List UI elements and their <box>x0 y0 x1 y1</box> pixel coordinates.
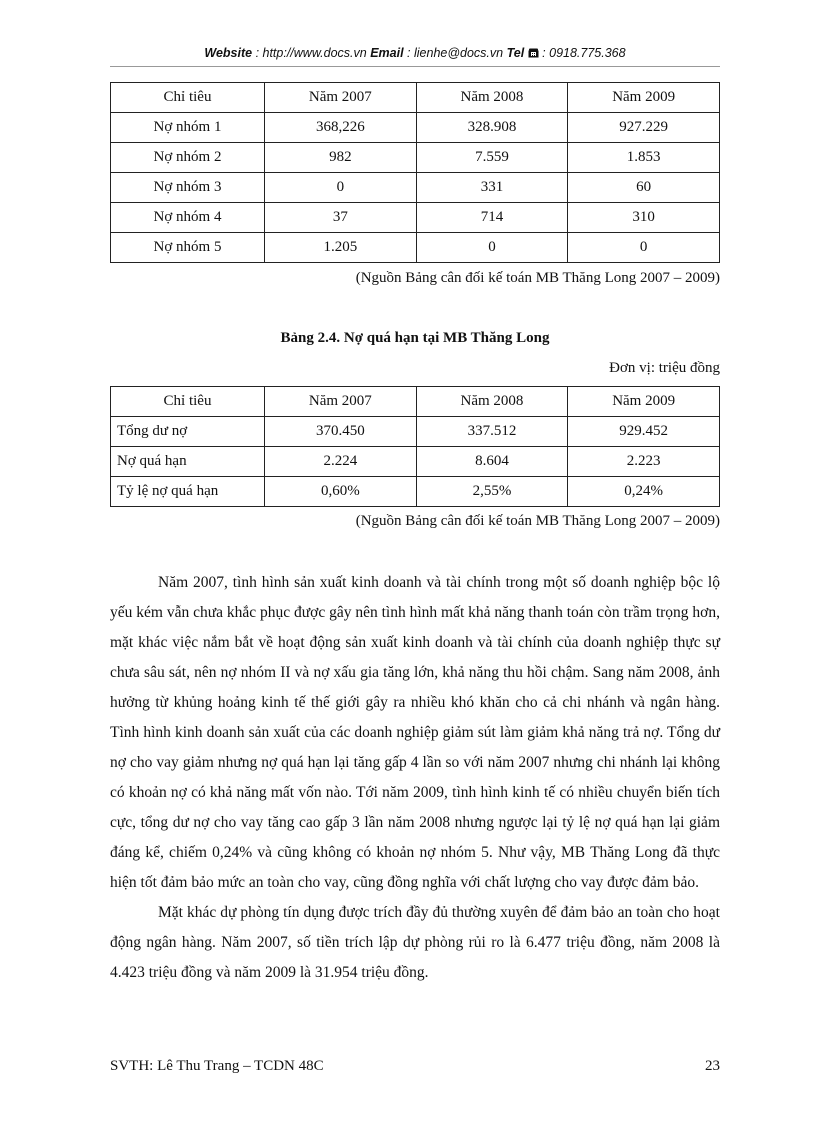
header-cell: Năm 2009 <box>568 387 720 417</box>
table-row <box>111 173 720 203</box>
table-row <box>111 447 720 477</box>
table-cell: 2.224 <box>265 447 417 477</box>
table-cell: 714 <box>416 203 568 233</box>
website-url[interactable]: : http://www.docs.vn <box>252 46 371 60</box>
table-row <box>111 143 720 173</box>
tel-label: Tel <box>506 46 525 60</box>
header-cell: Năm 2007 <box>265 387 417 417</box>
page-header <box>110 46 720 60</box>
table-row <box>111 203 720 233</box>
table1-source-note: (Nguồn Bảng cân đối kế toán MB Thăng Long 2007 – 2009) <box>355 270 720 286</box>
table2-unit: Đơn vị: triệu đồng <box>609 360 720 376</box>
email-address[interactable]: : lienhe@docs.vn <box>403 46 507 60</box>
overdue-debt-table <box>110 386 720 507</box>
header-cell: Năm 2008 <box>416 83 568 113</box>
table-cell: Nợ quá hạn <box>111 447 265 477</box>
table-cell: Nợ nhóm 3 <box>111 173 265 203</box>
table-cell: 929.452 <box>568 417 720 447</box>
table-cell: 1.205 <box>265 233 417 263</box>
header-cell: Chỉ tiêu <box>111 387 265 417</box>
table-cell: 337.512 <box>416 417 568 447</box>
table-cell: Tỷ lệ nợ quá hạn <box>111 477 265 507</box>
phone-number: : 0918.775.368 <box>542 46 626 60</box>
table-cell: 8.604 <box>416 447 568 477</box>
body-text <box>110 568 720 988</box>
table-cell: Nợ nhóm 4 <box>111 203 265 233</box>
table-row <box>111 113 720 143</box>
header-cell: Năm 2009 <box>568 83 720 113</box>
table2-source-note: (Nguồn Bảng cân đối kế toán MB Thăng Long 2007 – 2009) <box>355 513 720 529</box>
table-cell: 331 <box>416 173 568 203</box>
page-number: 23 <box>705 1058 720 1074</box>
table-header-row <box>111 83 720 113</box>
table-cell: 2,55% <box>416 477 568 507</box>
table-row <box>111 233 720 263</box>
table-cell: 60 <box>568 173 720 203</box>
header-cell: Chỉ tiêu <box>111 83 265 113</box>
table-cell: 310 <box>568 203 720 233</box>
table-cell: Tổng dư nợ <box>111 417 265 447</box>
page-footer <box>110 1058 720 1075</box>
paragraph: Mặt khác dự phòng tín dụng được trích đầy đủ thường xuyên để đảm bảo an toàn cho hoạt động ngân hàng. Năm 2007, số tiền trích lập dự phòng rủi ro là 6.477 triệu đồng, năm 2008 là 4.423 triệu đồng và năm 2009 là 31.954 triệu đồng. <box>110 904 720 981</box>
header-cell: Năm 2007 <box>265 83 417 113</box>
table-cell: Nợ nhóm 1 <box>111 113 265 143</box>
table-cell: 927.229 <box>568 113 720 143</box>
table-header-row <box>111 387 720 417</box>
phone-icon <box>528 46 542 60</box>
loan-group-table <box>110 82 720 263</box>
table-cell: 368,226 <box>265 113 417 143</box>
header-cell: Năm 2008 <box>416 387 568 417</box>
table-cell: 7.559 <box>416 143 568 173</box>
table-cell: Nợ nhóm 5 <box>111 233 265 263</box>
table-cell: 0 <box>416 233 568 263</box>
email-label: Email <box>370 46 404 60</box>
table-cell: 1.853 <box>568 143 720 173</box>
table-cell: 328.908 <box>416 113 568 143</box>
header-divider <box>110 66 720 67</box>
table-cell: 370.450 <box>265 417 417 447</box>
table-cell: Nợ nhóm 2 <box>111 143 265 173</box>
paragraph: Năm 2007, tình hình sản xuất kinh doanh và tài chính trong một số doanh nghiệp bộc lộ yếu kém vẫn chưa khắc phục được gây nên tình hình mất khả năng thanh toán còn trầm trọng hơn, mặt khác việc nắm bắt về hoạt động sản xuất kinh doanh và tài chính của doanh nghiệp thực sự chưa sâu sát, nên nợ nhóm II và nợ xấu gia tăng lớn, khả năng thu hồi chậm. Sang năm 2008, ảnh hưởng từ khủng hoảng kinh tế thế giới gây ra nhiều khó khăn cho cả chi nhánh và ngân hàng. Tình hình kinh doanh sản xuất của các doanh nghiệp giảm sút làm giảm khả năng trả nợ. Tổng dư nợ cho vay giảm nhưng nợ quá hạn lại tăng gấp 4 lần so với năm 2007 nhưng chi nhánh lại không có khoản nợ có khả năng mất vốn nào. Tới năm 2009, tình hình kinh tế có nhiều chuyển biến tích cực, tổng dư nợ cho vay tăng cao gấp 3 lần năm 2008 nhưng ngược lại tỷ lệ nợ quá hạn lại giảm đáng kể, chiếm 0,24% và cũng không có khoản nợ nhóm 5. Như vậy, MB Thăng Long đã thực hiện tốt đảm bảo mức an toàn cho vay, cũng đồng nghĩa với chất lượng cho vay được đảm bảo. <box>110 574 720 891</box>
website-label: Website <box>204 46 253 60</box>
table-cell: 0,60% <box>265 477 417 507</box>
table-cell: 0 <box>265 173 417 203</box>
table-cell: 0 <box>568 233 720 263</box>
table-cell: 982 <box>265 143 417 173</box>
table2-caption: Bảng 2.4. Nợ quá hạn tại MB Thăng Long <box>280 330 550 346</box>
table-cell: 2.223 <box>568 447 720 477</box>
footer-author: SVTH: Lê Thu Trang – TCDN 48C <box>110 1058 324 1074</box>
table-cell: 0,24% <box>568 477 720 507</box>
table-cell: 37 <box>265 203 417 233</box>
table-row <box>111 417 720 447</box>
table-row <box>111 477 720 507</box>
